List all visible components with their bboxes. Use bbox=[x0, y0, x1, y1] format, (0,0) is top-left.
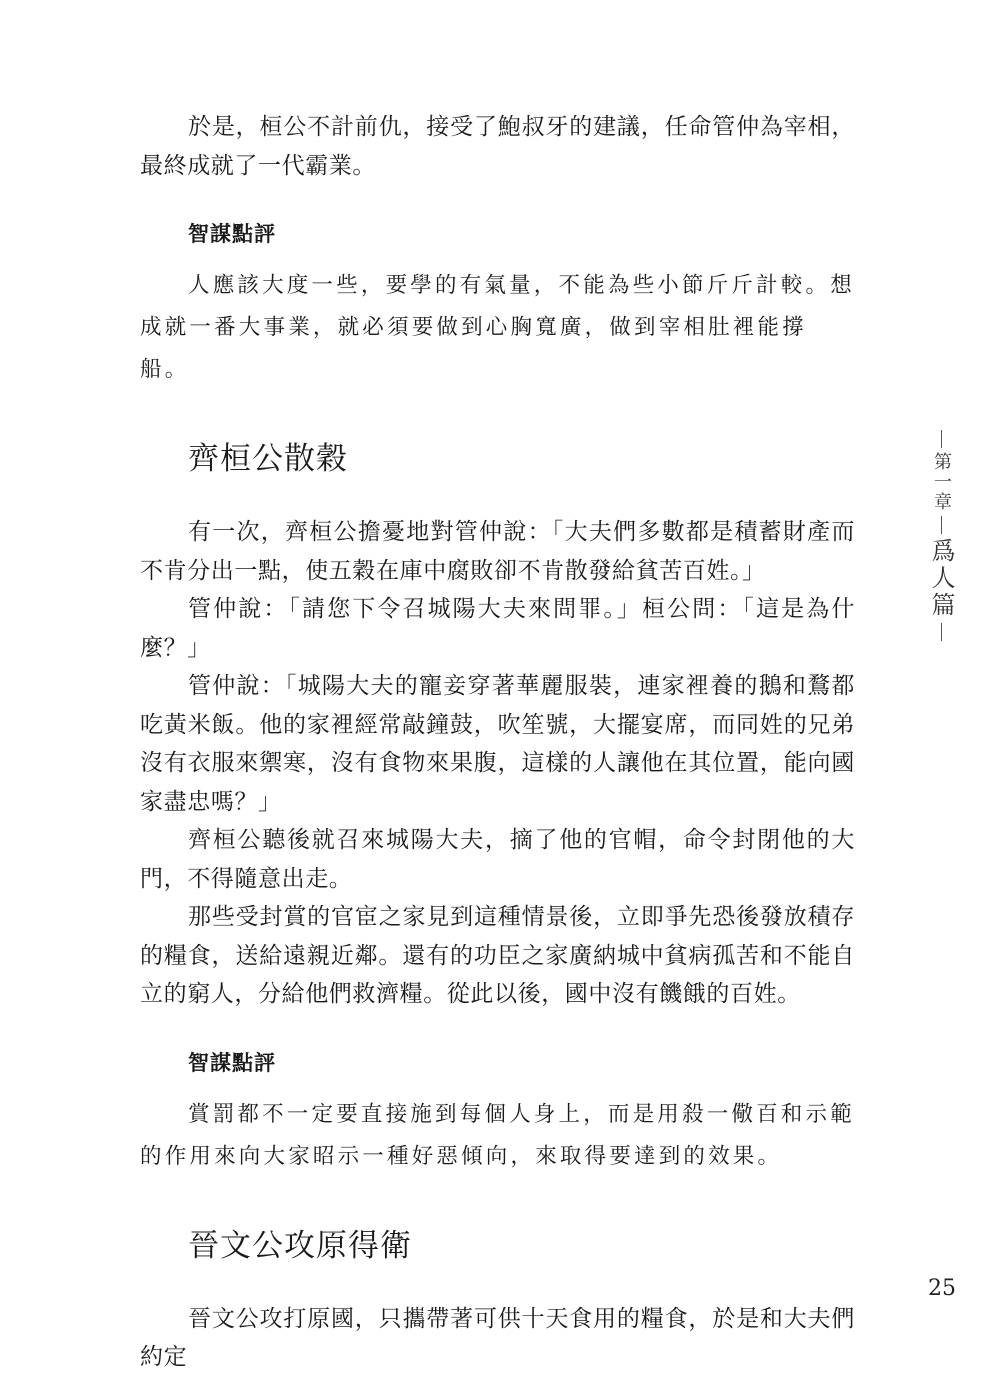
comment-heading: 智謀點評 bbox=[188, 222, 276, 246]
comment-body: 人應該大度一些，要學的有氣量，不能為些小節斤斤計較。想成就一番大事業，就必須要做到心胸寬廣，做到宰相肚裡能撐船。 bbox=[140, 273, 855, 382]
chapter-tab-rule bbox=[941, 516, 942, 534]
comment-heading: 智謀點評 bbox=[188, 1050, 276, 1075]
body-paragraph: 晉文公攻打原國，只攜帶著可供十天食用的糧食，於是和大夫們約定 bbox=[140, 1305, 855, 1370]
chapter-tab-rule bbox=[941, 623, 942, 641]
section-title: 齊桓公散穀 bbox=[188, 441, 348, 477]
section-title: 晉文公攻原得衛 bbox=[188, 1227, 412, 1264]
chapter-tab-rule bbox=[941, 430, 942, 448]
body-paragraph: 有一次，齊桓公擔憂地對管仲說：「大夫們多數都是積蓄財產而不肯分出一點，使五穀在庫中腐敗卻不肯散發給貧苦百姓。」 bbox=[140, 519, 855, 584]
body-paragraph: 管仲說：「城陽大夫的寵妾穿著華麗服裝，連家裡養的鵝和鶩都吃黃米飯。他的家裡經常敲鐘鼓，吹笙號，大擺宴席，而同姓的兄弟沒有衣服來禦寒，沒有食物來果腹，這樣的人讓他在其位置，能向國家盡忠嗎？」 bbox=[140, 673, 855, 815]
chapter-name: 爲人篇 bbox=[927, 538, 955, 619]
chapter-label: 第一章 bbox=[931, 452, 952, 512]
page-number: 25 bbox=[928, 1276, 956, 1301]
page-body bbox=[140, 108, 855, 1377]
body-paragraph: 管仲說：「請您下令召城陽大夫來問罪。」桓公問：「這是為什麼？」 bbox=[140, 596, 855, 661]
body-paragraph: 那些受封賞的官宦之家見到這種情景後，立即爭先恐後發放積存的糧食，送給遠親近鄰。還有的功臣之家廣納城中貧病孤苦和不能自立的窮人，分給他們救濟糧。從此以後，國中沒有饑餓的百姓。 bbox=[140, 904, 855, 1007]
intro-paragraph: 於是，桓公不計前仇，接受了鮑叔牙的建議，任命管仲為宰相，最終成就了一代霸業。 bbox=[140, 114, 855, 179]
body-paragraph: 齊桓公聽後就召來城陽大夫，摘了他的官帽，命令封閉他的大門，不得隨意出走。 bbox=[140, 827, 855, 892]
comment-body: 賞罰都不一定要直接施到每個人身上，而是用殺一儆百和示範的作用來向大家昭示一種好惡傾向，來取得要達到的效果。 bbox=[140, 1101, 855, 1169]
chapter-tab bbox=[926, 430, 956, 641]
